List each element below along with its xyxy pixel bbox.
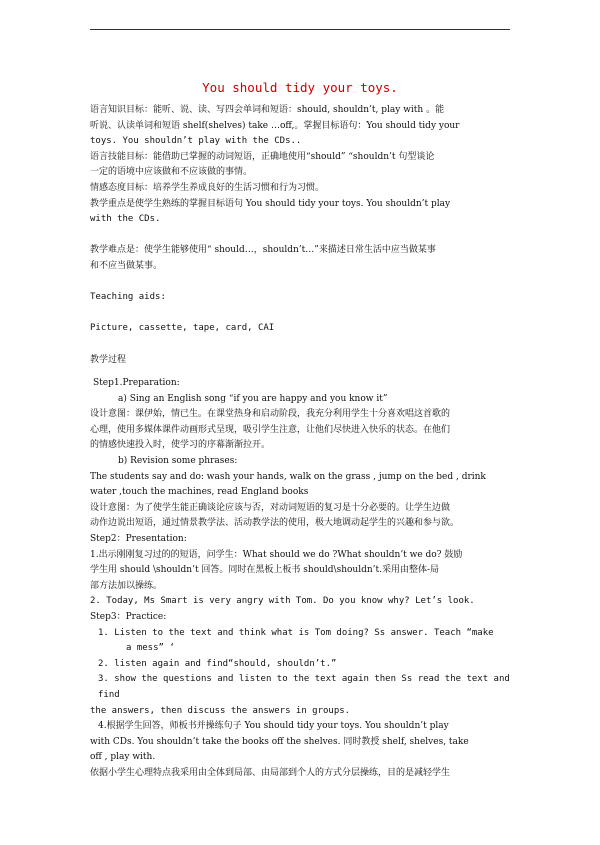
step-heading: Step2：Presentation: <box>90 534 187 545</box>
text-line: 语言知识目标：能听、说、读、写四会单词和短语：should, shouldn’t, play with 。能 <box>90 105 445 115</box>
text-line: 1. Listen to the text and think what is Tom doing? Ss answer. Teach “make <box>98 627 494 638</box>
text-line: The students say and do: wash your hands, walk on the grass , jump on the bed , drink <box>90 471 486 482</box>
text-line: 2. Today, Ms Smart is very angry with Tom. Do you know why? Let’s look. <box>90 596 475 607</box>
section-heading: Teaching aids: <box>90 292 166 303</box>
text-line: toys. You shouldn’t play with the CDs.. <box>90 136 302 147</box>
text-line: 学生用 should \shouldn’t 回答。同时在黑板上板书 should\shouldn’t.采用由整体-局 <box>90 565 440 576</box>
text-line: the answers, then discuss the answers in groups. <box>90 705 351 716</box>
text-line: 教学难点是：使学生能够使用“ should…，shouldn’t…”来描述日常生活中应当做某事 <box>90 245 436 256</box>
text-line: 4.根据学生回答，师板书并操练句子 You should tidy your toys. You shouldn’t play <box>98 721 449 732</box>
text-line: 和不应当做某事。 <box>90 260 163 271</box>
text-line: off , play with. <box>90 752 156 763</box>
section-heading: 教学过程 <box>90 354 127 365</box>
text-line: b) Revision some phrases: <box>118 456 238 467</box>
text-line: 语言技能目标：能借助已掌握的动词短语，正确地使用“should” “shouldn’t 句型谈论 <box>90 151 435 162</box>
text-line: 部方法加以操练。 <box>90 580 163 591</box>
document-body <box>90 103 513 782</box>
text-line: 听说、认读单词和短语 shelf(shelves) take …off,。掌握目标语句：You should tidy your <box>90 120 460 131</box>
text-line: a mess” ‘ <box>126 643 175 654</box>
step-heading: Step3：Practice: <box>90 612 167 622</box>
header-rule <box>90 29 510 30</box>
text-line: 一定的语境中应该做和不应该做的事情。 <box>90 167 253 178</box>
text-line: with the CDs. <box>90 214 161 225</box>
text-line: with CDs. You shouldn’t take the books off the shelves. 同时教授 shelf, shelves, take <box>90 736 469 747</box>
text-line: 教学重点是使学生熟练的掌握目标语句 You should tidy your toys. You shouldn’t play <box>90 198 451 209</box>
text-line: 依据小学生心理特点我采用由全体到局部、由局部到个人的方式分层操练，目的是减轻学生 <box>90 767 451 778</box>
text-line: water ,touch the machines, read England books <box>90 487 309 498</box>
text-line: 动作边说出短语，通过情景教学法、活动教学法的使用，极大地调动起学生的兴趣和参与欲。 <box>90 518 460 529</box>
text-line: 设计意图：为了使学生能正确谈论应该与否，对动词短语的复习是十分必要的。让学生边做 <box>90 502 451 513</box>
text-line: 1.出示刚刚复习过的的短语，问学生：What should we do ?What shouldn’t we do? 鼓励 <box>90 549 463 560</box>
text-line: a) Sing an English song “if you are happy and you know it” <box>118 393 388 404</box>
text-line: 3. show the questions and listen to the text again then Ss read the text and find <box>98 674 510 700</box>
document-title: You should tidy your toys. <box>202 80 398 95</box>
text-line: 情感态度目标：培养学生养成良好的生活习惯和行为习惯。 <box>90 182 325 193</box>
step-heading: Step1.Preparation: <box>93 378 180 389</box>
text-line: 心理，使用多媒体课件动画形式呈现，吸引学生注意，让他们尽快进入快乐的状态。在他们 <box>90 424 451 435</box>
text-line: 的情感快速投入时，使学习的序幕渐渐拉开。 <box>90 440 271 451</box>
text-line: Picture, cassette, tape, card, CAI <box>90 323 275 334</box>
text-line: 2. listen again and find“should, shouldn’t.” <box>98 658 337 669</box>
text-line: 设计意图：课伊始，情已生。在课堂热身和启动阶段，我充分利用学生十分喜欢唱这首歌的 <box>90 409 451 420</box>
